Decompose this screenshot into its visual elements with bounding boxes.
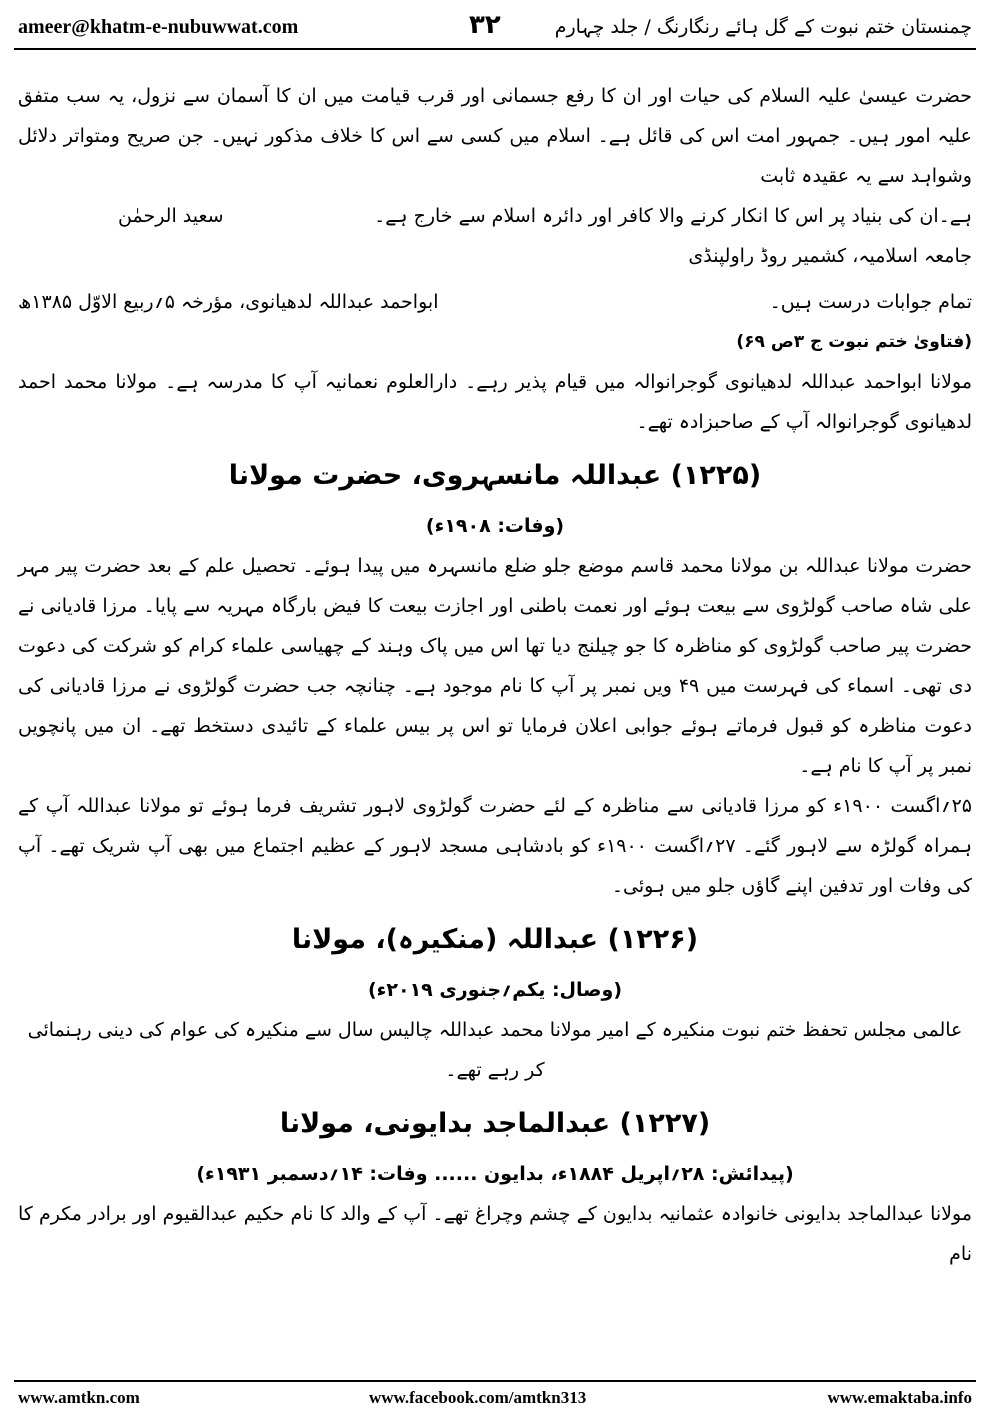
section-1227-heading: (۱۲۲۷) عبدالماجد بدایونی، مولانا — [279, 1108, 711, 1139]
institution-name: جامعہ اسلامیہ، کشمیر روڈ راولپنڈی — [688, 245, 972, 267]
approver-name: ابواحمد عبداللہ لدھیانوی، مؤرخہ ۵؍ربیع الاوّل ۱۳۸۵ھ — [18, 291, 439, 313]
section-1225-dates: (وفات: ۱۹۰۸ء) — [425, 515, 565, 537]
footer-link-amtkn[interactable]: www.amtkn.com — [18, 1388, 140, 1407]
header-email: ameer@khatm-e-nubuwwat.com — [18, 16, 299, 38]
footer-link-facebook[interactable]: www.facebook.com/amtkn313 — [369, 1388, 587, 1407]
section-1225-heading: (۱۲۲۵) عبداللہ مانسہروی، حضرت مولانا — [228, 460, 762, 491]
section-1226-heading: (۱۲۲۶) عبداللہ (منکیرہ)، مولانا — [291, 924, 699, 955]
section-1225-paragraph-2: ۲۵؍اگست ۱۹۰۰ء کو مرزا قادیانی سے مناظرہ کے لئے حضرت گولڑوی لاہور تشریف فرما ہوئے تو مولانا عبداللہ آپ کے ہمراہ گولڑہ سے لاہور گئے۔ ۲۷؍اگست ۱۹۰۰ء کو بادشاہی مسجد لاہور کے عظیم اجتماع میں بھی آپ شریک تھے۔ آپ کی وفات اور تدفین اپنے گاؤں جلو میں ہوئی۔ — [18, 795, 972, 897]
section-1227-dates: (پیدائش: ۲۸؍اپریل ۱۸۸۴ء، بدایون ...... وفات: ۱۴؍دسمبر ۱۹۳۱ء) — [196, 1163, 794, 1185]
footer-link-emaktaba[interactable]: www.emaktaba.info — [827, 1388, 972, 1407]
footer-divider — [14, 1380, 976, 1382]
header-divider — [14, 48, 976, 50]
page-footer — [14, 1386, 976, 1416]
section-1225-paragraph-1: حضرت مولانا عبداللہ بن مولانا محمد قاسم موضع جلو ضلع مانسہرہ میں پیدا ہوئے۔ تحصیل علم کے بعد حضرت پیر مہر علی شاہ صاحب گولڑوی سے بیعت ہوئے اور نعمت باطنی اور اجازت بیعت کا فیض بارگاہ مہریہ سے پایا۔ مرزا قادیانی نے حضرت پیر صاحب گولڑوی کو مناظرہ کا جو چیلنج دیا تھا اس میں پاک وہند کے چھیاسی علماء کرام کو شرکت کی دعوت دی تھی۔ اسماء کی فہرست میں ۴۹ ویں نمبر پر آپ کا نام موجود ہے۔ چنانچہ جب حضرت گولڑوی نے مرزا قادیانی کی دعوت مناظرہ کو قبول فرماتے ہوئے جوابی اعلان فرمایا تو اس پر بیس علماء کے تائیدی دستخط تھے۔ ان میں پانچویں نمبر پر آپ کا نام ہے۔ — [18, 555, 972, 777]
intro-paragraph: حضرت عیسیٰ علیہ السلام کی حیات اور ان کا رفع جسمانی اور قرب قیامت میں ان کا آسمان سے نزول، یہ سب متفق علیہ امور ہیں۔ جمہور امت اس کی قائل ہے۔ اسلام میں کسی سے اس کا خلاف مذکور نہیں۔ جن صریح ومتواتر دلائل وشواہد سے یہ عقیدہ ثابت — [18, 85, 972, 187]
section-1226-paragraph: عالمی مجلس تحفظ ختم نبوت منکیرہ کے امیر مولانا محمد عبداللہ چالیس سال سے منکیرہ کی عوام کی دینی رہنمائی کر رہے تھے۔ — [27, 1019, 963, 1081]
page-body — [18, 76, 972, 1274]
section-1226-dates: (وصال: یکم؍جنوری ۲۰۱۹ء) — [367, 979, 623, 1001]
approval-text: تمام جوابات درست ہیں۔ — [769, 291, 972, 313]
intro-line-3: ہے۔ان کی بنیاد پر اس کا انکار کرنے والا کافر اور دائرہ اسلام سے خارج ہے۔ — [374, 205, 972, 227]
signer-name: سعید الرحمٰن — [118, 205, 224, 227]
section-1227-paragraph: مولانا عبدالماجد بدایونی خانوادہ عثمانیہ بدایون کے چشم وچراغ تھے۔ آپ کے والد کا نام حکیم عبدالقیوم اور برادر مکرم کا نام — [18, 1203, 972, 1265]
approval-row — [18, 282, 972, 322]
signature-row — [18, 196, 972, 236]
fatawa-reference: (فتاویٰ ختم نبوت ج ۳ص ۶۹) — [736, 332, 972, 352]
institution-row — [18, 236, 972, 276]
page-header — [14, 10, 976, 46]
book-title: چمنستان ختم نبوت کے گل ہائے رنگارنگ / جلد چہارم — [554, 16, 972, 38]
intro-paragraph-2: مولانا ابواحمد عبداللہ لدھیانوی گوجرانوالہ میں قیام پذیر رہے۔ دارالعلوم نعمانیہ آپ کا مدرسہ ہے۔ مولانا محمد احمد لدھیانوی گوجرانوالہ آپ کے صاحبزادہ تھے۔ — [18, 371, 972, 433]
page-number: ۳۲ — [469, 10, 501, 40]
